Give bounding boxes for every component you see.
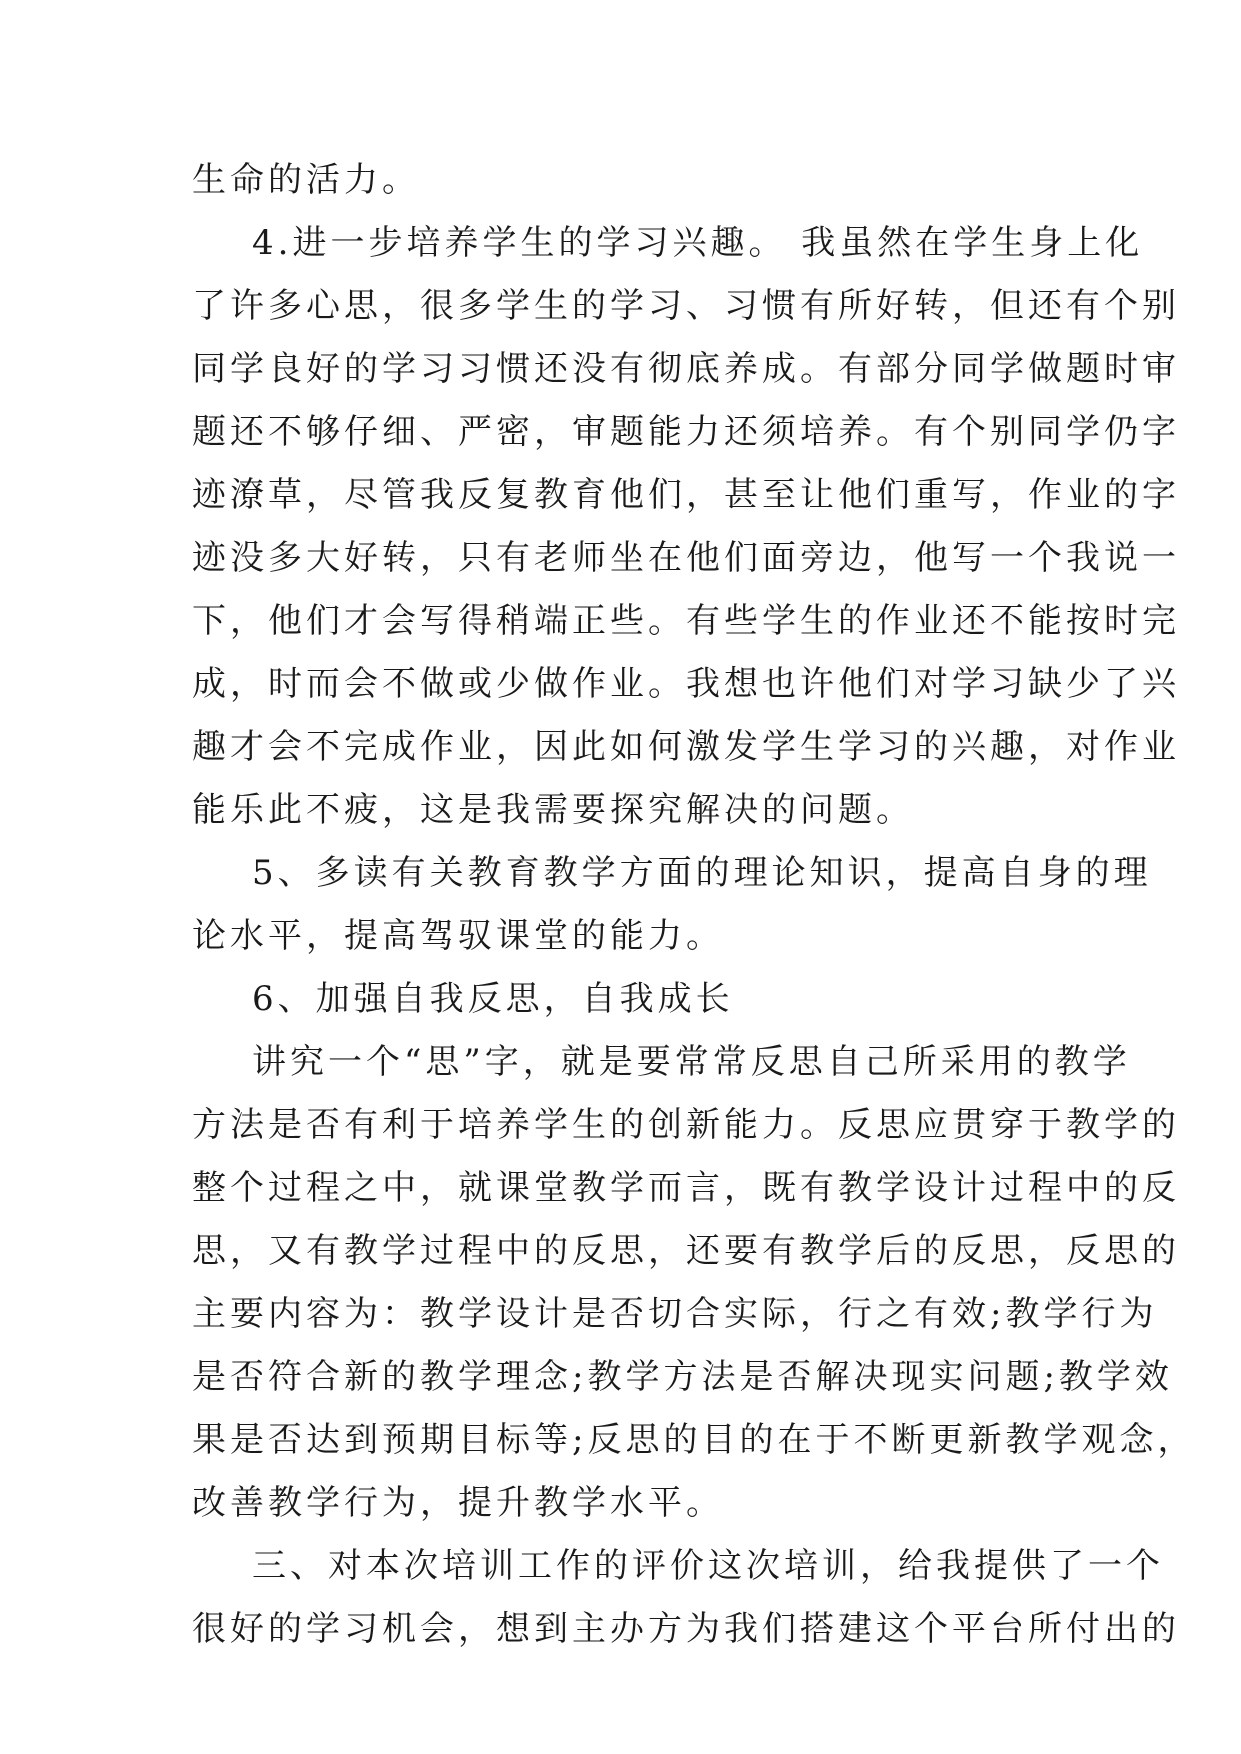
text-line: 迹没多大好转，只有老师坐在他们面旁边，他写一个我说一 [192, 538, 1180, 578]
text-line: 能乐此不疲，这是我需要探究解决的问题。 [192, 790, 914, 830]
text-line: 成，时而会不做或少做作业。我想也许他们对学习缺少了兴 [192, 664, 1180, 704]
text-line: 5、多读有关教育教学方面的理论知识，提高自身的理 [252, 853, 1152, 893]
text-line: 是否符合新的教学理念;教学方法是否解决现实问题;教学效 [192, 1357, 1173, 1397]
text-line: 4.进一步培养学生的学习兴趣。 我虽然在学生身上化 [252, 223, 1144, 263]
text-line: 题还不够仔细、严密，审题能力还须培养。有个别同学仍字 [192, 412, 1180, 452]
text-line: 整个过程之中，就课堂教学而言，既有教学设计过程中的反 [192, 1168, 1180, 1208]
text-line: 果是否达到预期目标等;反思的目的在于不断更新教学观念， [192, 1420, 1196, 1460]
text-line: 6、加强自我反思，自我成长 [252, 979, 734, 1019]
text-line: 下，他们才会写得稍端正些。有些学生的作业还不能按时完 [192, 601, 1180, 641]
text-line: 思，又有教学过程中的反思，还要有教学后的反思，反思的 [192, 1231, 1180, 1271]
text-line: 生命的活力。 [192, 160, 420, 200]
text-line: 同学良好的学习习惯还没有彻底养成。有部分同学做题时审 [192, 349, 1180, 389]
text-line: 迹潦草，尽管我反复教育他们，甚至让他们重写，作业的字 [192, 475, 1180, 515]
text-line: 改善教学行为，提升教学水平。 [192, 1483, 724, 1523]
text-line: 论水平，提高驾驭课堂的能力。 [192, 916, 724, 956]
text-line: 趣才会不完成作业，因此如何激发学生学习的兴趣，对作业 [192, 727, 1180, 767]
text-line: 三、对本次培训工作的评价这次培训，给我提供了一个 [252, 1546, 1164, 1586]
text-line: 主要内容为：教学设计是否切合实际，行之有效;教学行为 [192, 1294, 1158, 1334]
text-line: 讲究一个“思”字，就是要常常反思自己所采用的教学 [252, 1042, 1131, 1082]
text-line: 很好的学习机会，想到主办方为我们搭建这个平台所付出的 [192, 1609, 1180, 1649]
text-line: 了许多心思，很多学生的学习、习惯有所好转，但还有个别 [192, 286, 1180, 326]
text-line: 方法是否有利于培养学生的创新能力。反思应贯穿于教学的 [192, 1105, 1180, 1145]
